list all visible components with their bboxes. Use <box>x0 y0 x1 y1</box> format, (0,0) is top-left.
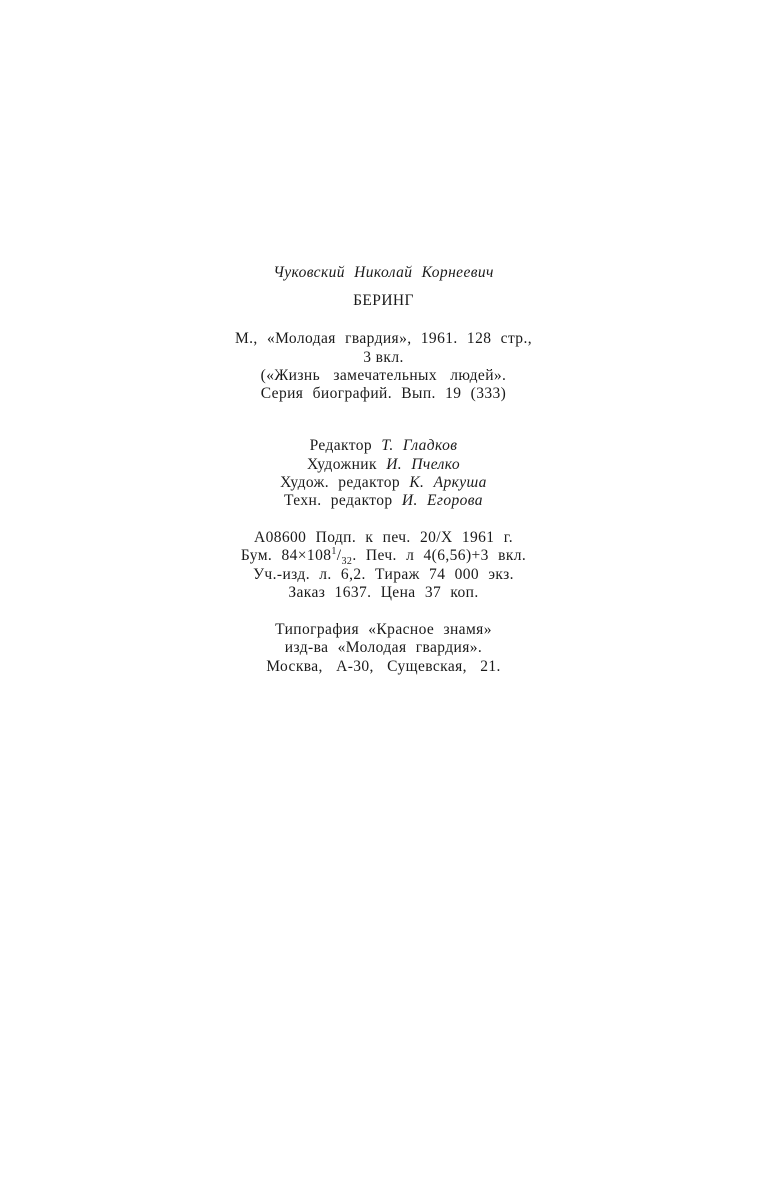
staff-artist <box>0 455 767 474</box>
paper-end: 3 вкл. <box>480 547 527 564</box>
staff-editor <box>0 436 767 455</box>
staff-tech-editor <box>0 491 767 510</box>
paper-fraction-slash: / <box>336 547 342 564</box>
print-details-line-4: Заказ 1637. Цена 37 коп. <box>288 584 479 601</box>
staff-art-editor-name: К. Аркуша <box>409 474 487 491</box>
author-name: Чуковский Николай Корнеевич <box>273 264 494 281</box>
staff-editor-role: Редактор <box>309 437 373 454</box>
book-title: БЕРИНГ <box>353 292 414 309</box>
paper-times-sign: × <box>297 547 307 564</box>
publication-line-2: 3 вкл. <box>363 349 404 366</box>
staff-artist-role: Художник <box>307 456 377 473</box>
paper-plus-sign: + <box>471 547 481 564</box>
publication-line-4: Серия биографий. Вып. 19 (333) <box>260 385 507 402</box>
print-details-line-1: А08600 Подп. к печ. 20/X 1961 г. <box>253 529 514 546</box>
staff-tech-editor-name: И. Егорова <box>401 492 483 509</box>
printer-line-2: изд-ва «Молодая гвардия». <box>284 639 483 656</box>
paper-prefix: Бум. 84 <box>240 547 298 564</box>
publication-line-1: М., «Молодая гвардия», 1961. 128 стр., <box>234 330 533 347</box>
paper-num: 108 <box>306 547 332 564</box>
print-details-line-3: Уч.-изд. л. 6,2. Тираж 74 000 экз. <box>253 566 514 583</box>
paper-rest: . Печ. л 4(6,56) <box>352 547 472 564</box>
paper-fraction-numerator: 1 <box>331 545 337 557</box>
publication-line-3: («Жизнь замечательных людей». <box>260 367 507 384</box>
paper-fraction-denominator: 32 <box>341 556 353 568</box>
staff-art-editor-role: Худож. редактор <box>280 474 401 491</box>
staff-art-editor <box>0 473 767 492</box>
printer-line-1: Типография «Красное знамя» <box>275 621 492 638</box>
staff-artist-name: И. Пчелко <box>386 456 460 473</box>
printer-line-3: Москва, А-30, Сущевская, 21. <box>266 658 501 675</box>
staff-tech-editor-role: Техн. редактор <box>284 492 393 509</box>
print-details-paper <box>0 545 767 568</box>
staff-editor-name: Т. Гладков <box>381 437 458 454</box>
